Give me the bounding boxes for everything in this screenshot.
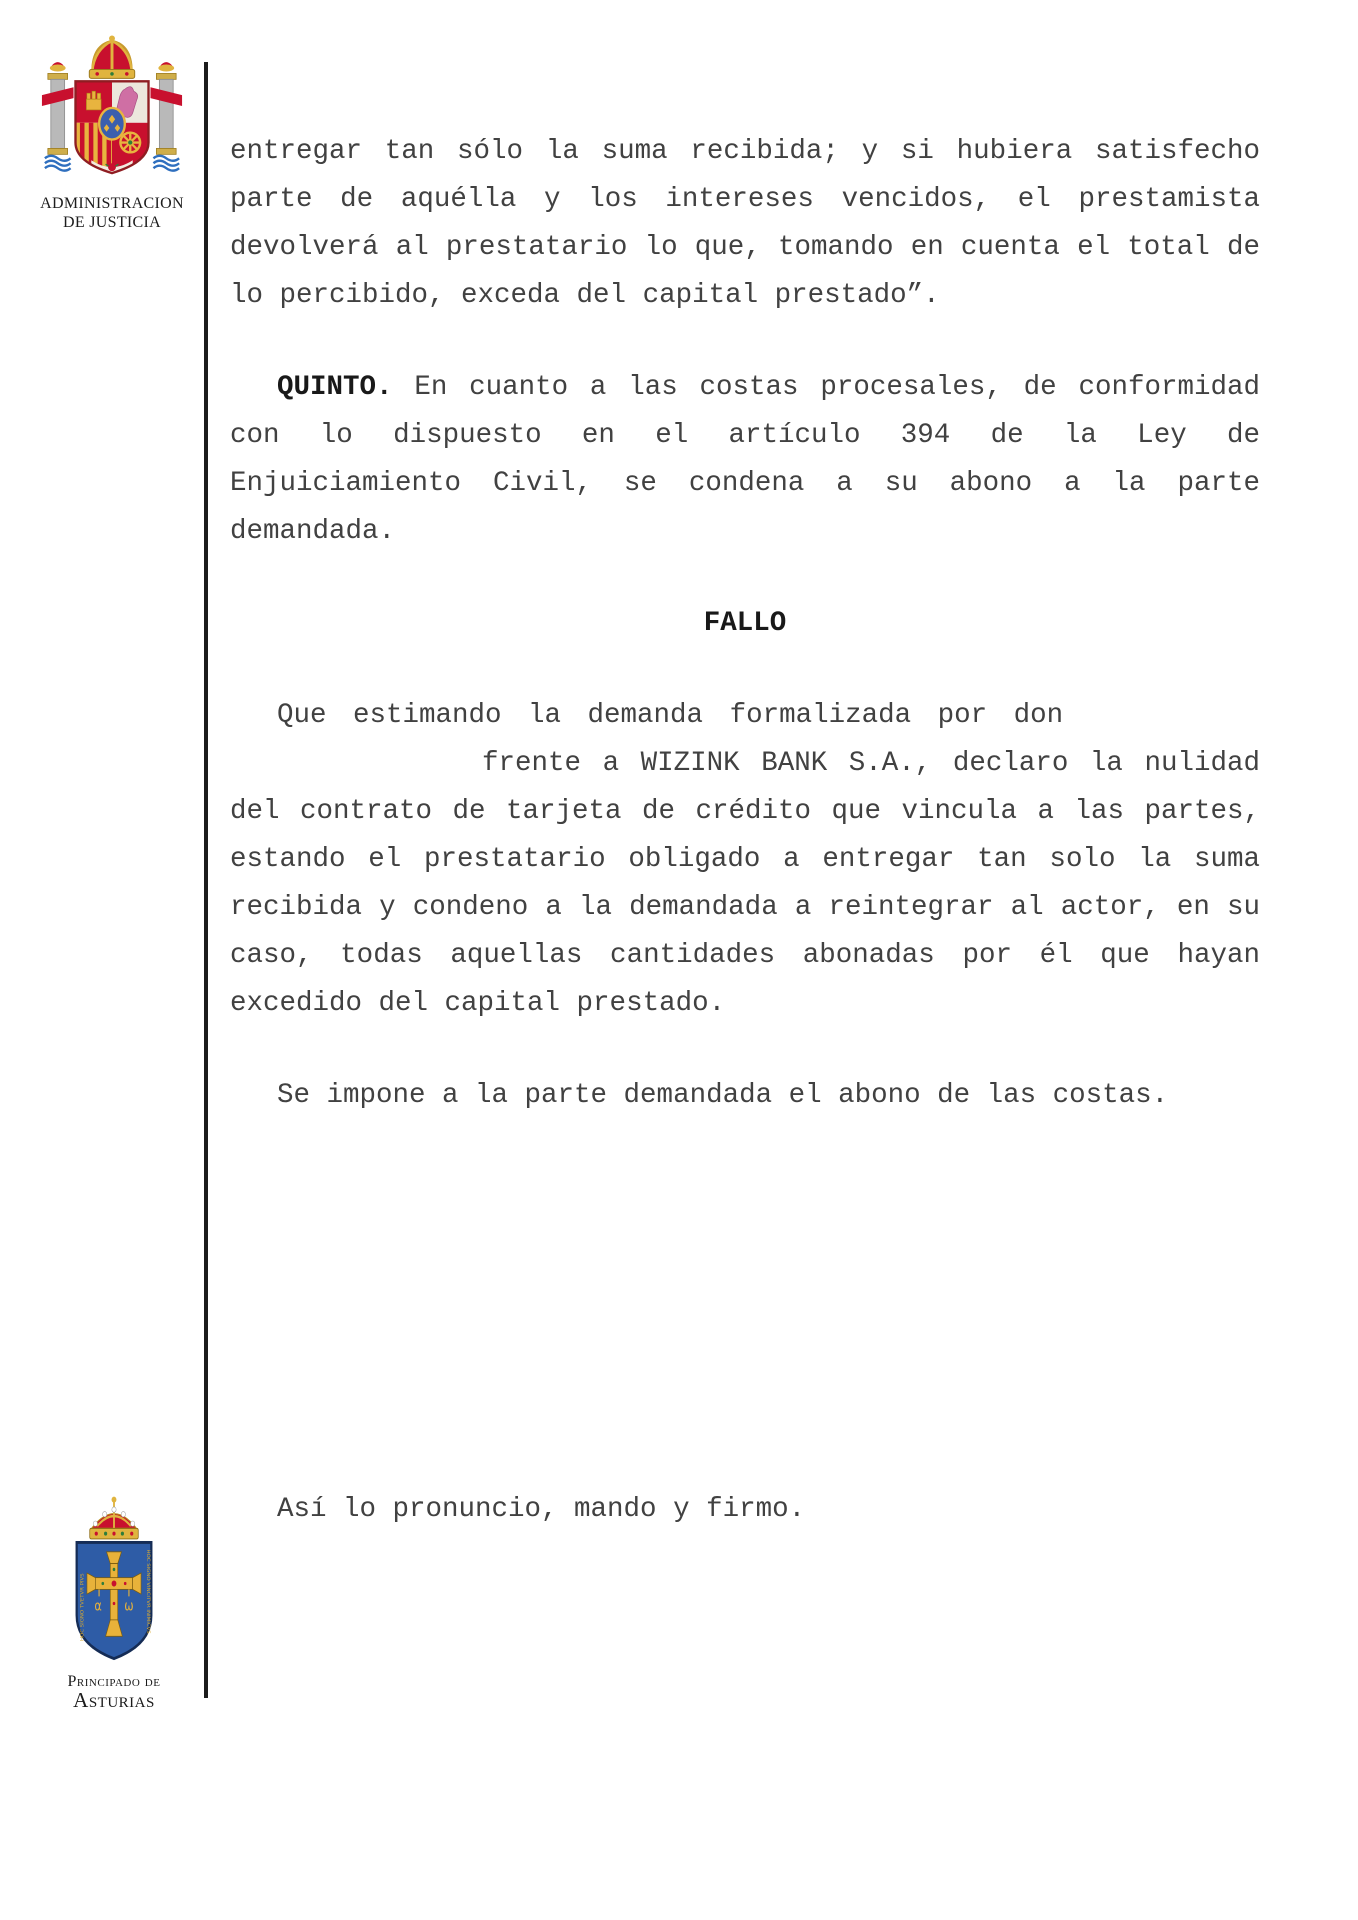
document-line: con lo dispuesto en el artículo 394 de la Ley de [230, 420, 1260, 451]
document-line: excedido del capital prestado. [230, 988, 726, 1019]
document-heading: FALLO [703, 608, 787, 639]
pillar-right-icon [153, 62, 179, 171]
margin-rule [204, 62, 208, 1698]
document-line: Que estimando la demanda formalizada por don [277, 700, 1064, 731]
shield-icon [75, 81, 148, 175]
justice-letterhead [36, 32, 188, 232]
spain-coat-of-arms-icon [38, 32, 186, 180]
document-heading-block [230, 600, 1260, 648]
alpha-glyph: α [94, 1597, 102, 1614]
document-paragraph [230, 692, 1260, 1028]
document-paragraph [230, 1072, 1260, 1120]
document-line: Se impone a la parte demandada el abono de las costas. [277, 1080, 1169, 1111]
asturias-coat-of-arms-icon [58, 1492, 170, 1668]
motto-right: HOC SIGNO VINCITVR INIMICVS [145, 1549, 151, 1634]
bold-lead-word: QUINTO. [277, 372, 393, 403]
shield-icon [77, 1542, 152, 1658]
document-line: Enjuiciamiento Civil, se condena a su abono a la parte [230, 468, 1260, 499]
document-line: entregar tan sólo la suma recibida; y si hubiera satisfecho [230, 136, 1260, 167]
document-paragraph [230, 1486, 1260, 1534]
document-line: recibida y condeno a la demandada a reintegrar al actor, en su [230, 892, 1260, 923]
motto-left: HOC SIGNO TVETVR PIVS [80, 1573, 86, 1642]
crown-icon [89, 35, 134, 78]
document-paragraph [230, 128, 1260, 320]
document-paragraph [230, 364, 1260, 556]
document-line: frente a WIZINK BANK S.A., declaro la nulidad [482, 748, 1260, 779]
asturias-letterhead [44, 1492, 184, 1711]
document-line: QUINTO. En cuanto a las costas procesales, de conformidad [277, 372, 1260, 403]
crown-icon [90, 1497, 139, 1539]
document-line: estando el prestatario obligado a entregar tan solo la suma [230, 844, 1260, 875]
document-line: del contrato de tarjeta de crédito que vincula a las partes, [230, 796, 1260, 827]
justice-caption-line1: ADMINISTRACION [40, 195, 184, 212]
document-line: demandada. [230, 516, 396, 547]
pillar-left-icon [45, 62, 71, 171]
asturias-caption-line2: Asturias [73, 1688, 155, 1712]
document-body [230, 128, 1260, 1534]
document-line: devolverá al prestatario lo que, tomando en cuenta el total de [230, 232, 1260, 263]
asturias-caption-line1: Principado de [67, 1673, 161, 1690]
document-line: parte de aquélla y los intereses vencidos, el prestamista [230, 184, 1260, 215]
omega-glyph: ω [124, 1597, 134, 1614]
document-line: Así lo pronuncio, mando y firmo. [277, 1494, 806, 1525]
justice-caption-line2: DE JUSTICIA [63, 214, 161, 231]
document-line: lo percibido, exceda del capital prestado”. [230, 280, 940, 311]
document-line: caso, todas aquellas cantidades abonadas por él que hayan [230, 940, 1260, 971]
